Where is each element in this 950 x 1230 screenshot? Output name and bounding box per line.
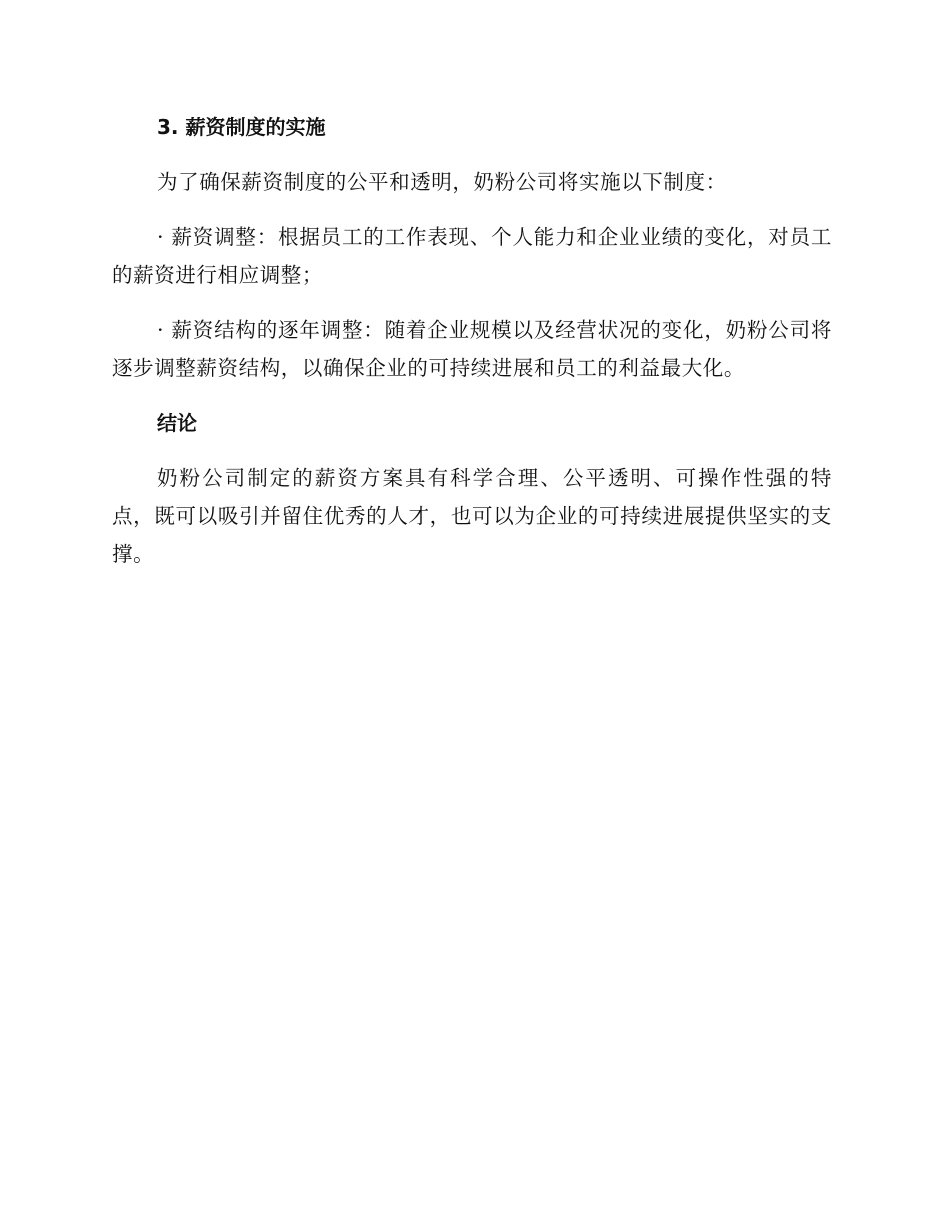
conclusion-heading: 结论 [157, 411, 197, 435]
conclusion-paragraph: 奶粉公司制定的薪资方案具有科学合理、公平透明、可操作性强的特点，既可以吸引并留住优秀的人才，也可以为企业的可持续进展提供坚实的支撑。 [112, 466, 832, 566]
section-heading: 3. 薪资制度的实施 [157, 115, 326, 139]
bullet-structure-adjustment: · 薪资结构的逐年调整：随着企业规模以及经营状况的变化，奶粉公司将逐步调整薪资结构，以确保企业的可持续进展和员工的利益最大化。 [112, 318, 832, 380]
document-body [112, 108, 832, 590]
section-intro-paragraph: 为了确保薪资制度的公平和透明，奶粉公司将实施以下制度： [157, 170, 727, 194]
bullet-salary-adjustment: · 薪资调整：根据员工的工作表现、个人能力和企业业绩的变化，对员工的薪资进行相应调整； [112, 225, 832, 287]
